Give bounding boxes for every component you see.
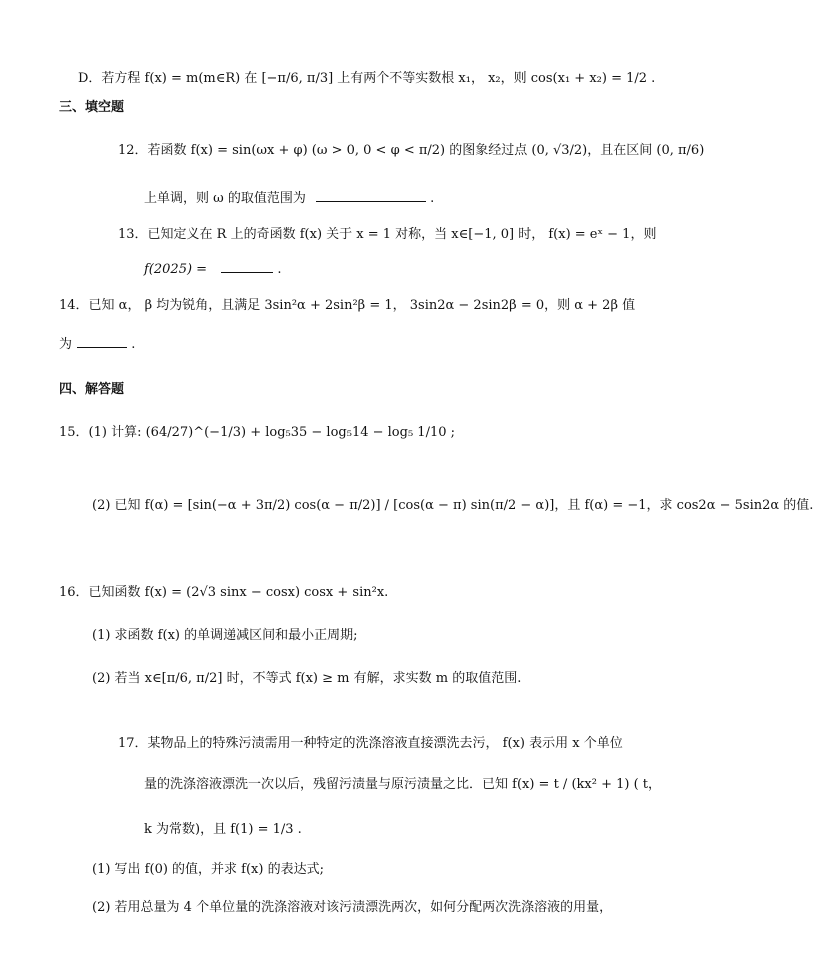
section-heading-answer: 四、解答题	[59, 382, 125, 397]
answer-blank-13[interactable]	[221, 260, 273, 273]
question-13-line-2-text: f(2025) =	[144, 262, 208, 277]
question-16: 16．已知函数 f(x) = (2√3 sinx − cosx) cosx + sin²x.	[59, 585, 389, 600]
section-heading-fill-in: 三、填空题	[59, 100, 125, 115]
question-12-line-2	[144, 189, 434, 209]
period-13: .	[277, 262, 282, 277]
question-13-line-2	[144, 260, 282, 280]
question-16-part-1: (1) 求函数 f(x) 的单调递减区间和最小正周期;	[92, 628, 358, 643]
question-16-part-2: (2) 若当 x∈[π/6, π/2] 时，不等式 f(x) ≥ m 有解，求实数 m 的取值范围.	[92, 671, 522, 686]
question-17-line-1: 17．某物品上的特殊污渍需用一种特定的洗涤溶液直接漂洗去污， f(x) 表示用 x 个单位	[118, 736, 623, 751]
question-15-part-1: 15．(1) 计算: (64/27)^(−1/3) + log₅35 − log₅14 − log₅ 1/10 ;	[59, 425, 456, 440]
question-12-line-2-text: 上单调，则 ω 的取值范围为	[144, 191, 306, 206]
period-14: .	[131, 337, 136, 352]
question-17-line-2: 量的洗涤溶液漂洗一次以后，残留污渍量与原污渍量之比．已知 f(x) = t / (kx² + 1) ( t，	[144, 777, 661, 792]
period-12: .	[430, 191, 435, 206]
answer-blank-12[interactable]	[316, 189, 426, 202]
answer-blank-14[interactable]	[77, 335, 127, 348]
question-17-part-2: (2) 若用总量为 4 个单位量的洗涤溶液对该污渍漂洗两次，如何分配两次洗涤溶液的用量，	[92, 900, 613, 915]
question-15-part-2: (2) 已知 f(α) = [sin(−α + 3π/2) cos(α − π/2)] / [cos(α − π) sin(π/2 − α)]，且 f(α) = −1，求 cos2α − 5sin2α 的值.	[92, 498, 813, 513]
question-12-line-1: 12．若函数 f(x) = sin(ωx + φ) (ω > 0, 0 < φ < π/2) 的图象经过点 (0, √3/2)，且在区间 (0, π/6)	[118, 143, 705, 158]
question-14-line-2	[59, 335, 135, 355]
question-17-part-1: (1) 写出 f(0) 的值，并求 f(x) 的表达式;	[92, 862, 324, 877]
option-d-text: D．若方程 f(x) = m(m∈R) 在 [−π/6, π/3] 上有两个不等实数根 x₁， x₂，则 cos(x₁ + x₂) = 1/2 .	[78, 71, 656, 86]
question-14-line-1: 14．已知 α， β 均为锐角，且满足 3sin²α + 2sin²β = 1， 3sin2α − 2sin2β = 0，则 α + 2β 值	[59, 298, 636, 313]
question-14-line-2-text: 为	[59, 337, 73, 352]
question-13-line-1: 13．已知定义在 R 上的奇函数 f(x) 关于 x = 1 对称，当 x∈[−1, 0] 时， f(x) = eˣ − 1，则	[118, 227, 657, 242]
question-17-line-3: k 为常数)，且 f(1) = 1/3 .	[144, 822, 302, 837]
